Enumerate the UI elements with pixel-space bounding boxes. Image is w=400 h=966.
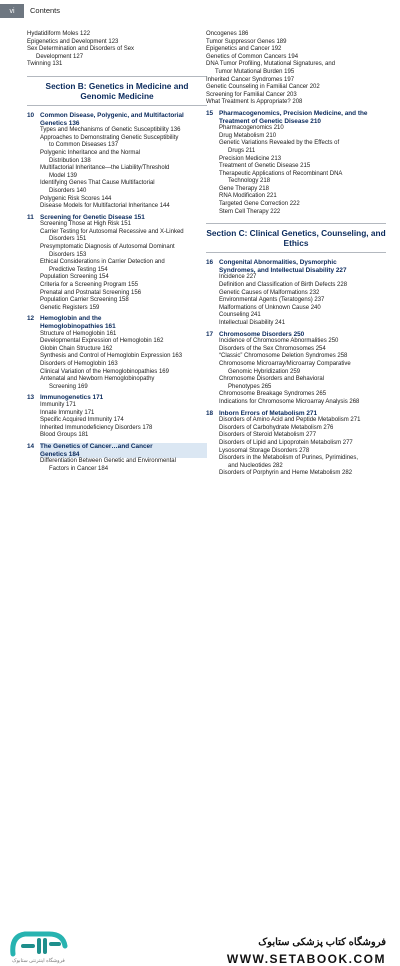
- toc-entry[interactable]: Polygenic Inheritance and the Normal: [40, 149, 141, 156]
- toc-entry[interactable]: Genetic Variations Revealed by the Effects of: [219, 140, 340, 147]
- toc-entry[interactable]: “Classic” Chromosome Deletion Syndromes 258: [219, 353, 348, 360]
- toc-entry[interactable]: Screening Those at High Risk 151: [40, 221, 131, 228]
- toc-entry[interactable]: Inherited Immunodeficiency Disorders 178: [40, 424, 153, 431]
- chapter-body: [40, 315, 207, 391]
- chapter-body: [40, 394, 207, 440]
- toc-entry[interactable]: Criteria for a Screening Program 155: [40, 282, 139, 289]
- toc-entry[interactable]: Screening for Familial Cancer 203: [206, 91, 297, 98]
- toc-entry[interactable]: Disorders 151: [49, 236, 87, 243]
- chapter-title[interactable]: [219, 110, 386, 125]
- toc-entry[interactable]: Synthesis and Control of Hemoglobin Expression 163: [40, 353, 183, 360]
- store-name: فروشگاه کتاب پزشکی ستابوک: [258, 937, 386, 948]
- toc-entry[interactable]: Distribution 138: [49, 157, 91, 164]
- toc-entry[interactable]: Intellectual Disability 241: [219, 320, 286, 326]
- chapter-title[interactable]: [219, 259, 386, 274]
- toc-entry[interactable]: Phenotypes 265: [228, 383, 272, 390]
- toc-entry[interactable]: Ethical Considerations in Carrier Detection and: [40, 259, 165, 266]
- toc-entry[interactable]: Disorders of Hemoglobin 163: [40, 360, 118, 367]
- toc-entry[interactable]: Carrier Testing for Autosomal Recessive and X-Linked: [40, 228, 184, 235]
- toc-entry[interactable]: What Treatment Is Appropriate? 208: [206, 99, 303, 106]
- toc-entry[interactable]: Targeted Gene Correction 222: [219, 201, 300, 208]
- toc-entry[interactable]: Development 127: [36, 53, 84, 60]
- chapter-body: [219, 259, 386, 327]
- toc-entry[interactable]: Disorders 140: [49, 187, 87, 194]
- chapter-title-line: Pharmacogenomics, Precision Medicine, and the: [219, 109, 368, 117]
- section-heading: [206, 223, 386, 253]
- toc-entry[interactable]: Lysosomal Storage Disorders 278: [219, 447, 310, 454]
- section-heading: [27, 76, 207, 106]
- chapter-title-line: Congenital Abnormalities, Dysmorphic: [219, 259, 337, 267]
- chapter-number: 13: [27, 394, 35, 402]
- chapter-number: 17: [206, 330, 214, 338]
- chapter-body: [219, 110, 386, 216]
- chapter-number: 11: [27, 213, 34, 221]
- toc-entry[interactable]: Definition and Classification of Birth Defects 228: [219, 282, 348, 289]
- toc-entry[interactable]: Precision Medicine 213: [219, 155, 282, 162]
- toc-entry[interactable]: Genetic Counseling in Familial Cancer 202: [206, 84, 320, 91]
- chapter-title-line: Chromosome Disorders 250: [219, 330, 305, 338]
- toc-entry[interactable]: Disorders of Amino Acid and Peptide Metabolism 271: [219, 417, 361, 424]
- toc-entry[interactable]: Gene Therapy 218: [219, 185, 269, 192]
- chapter-13: [27, 394, 207, 440]
- toc-entry[interactable]: to Common Diseases 137: [49, 142, 119, 149]
- chapter-number: 16: [206, 259, 214, 267]
- toc-entry[interactable]: Prenatal and Postnatal Screening 156: [40, 289, 142, 296]
- toc-entry[interactable]: Disease Models for Multifactorial Inheritance 144: [40, 203, 170, 210]
- chapter-title[interactable]: [219, 410, 386, 418]
- toc-entry[interactable]: Screening 169: [49, 383, 88, 390]
- toc-entry[interactable]: Population Carrier Screening 158: [40, 297, 129, 304]
- toc-entry[interactable]: Inherited Cancer Syndromes 197: [206, 76, 295, 83]
- toc-entry[interactable]: Technology 218: [228, 178, 271, 185]
- toc-entry[interactable]: Chromosome Disorders and Behavioral: [219, 376, 325, 383]
- chapter-title-line: Common Disease, Polygenic, and Multifactorial: [40, 111, 184, 119]
- toc-entry[interactable]: Genomic Hybridization 259: [228, 368, 301, 375]
- setabook-logo: [9, 928, 69, 958]
- chapter-number: 15: [206, 109, 214, 117]
- toc-entry[interactable]: Presymptomatic Diagnosis of Autosomal Dominant: [40, 244, 175, 251]
- toc-entry[interactable]: and Nucleotides 282: [228, 462, 283, 469]
- chapter-title-line: Hemoglobinopathies 161: [40, 323, 116, 330]
- toc-entry[interactable]: Chromosome Breakage Syndromes 265: [219, 391, 327, 398]
- toc-entry[interactable]: Environmental Agents (Teratogens) 237: [219, 297, 325, 304]
- toc-entry[interactable]: Factors in Cancer 184: [49, 465, 109, 472]
- chapter-body: [219, 331, 386, 407]
- chapter-title[interactable]: [40, 443, 207, 458]
- toc-entry[interactable]: Disorders of the Sex Chromosomes 254: [219, 345, 326, 352]
- toc-entry[interactable]: Approaches to Demonstrating Genetic Susceptibility: [40, 134, 179, 141]
- toc-entry[interactable]: Genetic Causes of Malformations 232: [219, 289, 320, 296]
- chapter-title[interactable]: [40, 315, 207, 330]
- toc-entry[interactable]: Specific Acquired Immunity 174: [40, 417, 124, 424]
- toc-entry[interactable]: Therapeutic Applications of Recombinant DNA: [219, 170, 343, 177]
- toc-entry[interactable]: Incidence 227: [219, 274, 257, 281]
- section-heading-line: Genomic Medicine: [80, 90, 154, 101]
- chapter-title-line: Syndromes, and Intellectual Disability 227: [219, 266, 347, 274]
- chapter-title[interactable]: [40, 112, 207, 127]
- toc-entry[interactable]: Blood Groups 181: [40, 432, 89, 439]
- toc-entry[interactable]: Antenatal and Newborn Hemoglobinopathy: [40, 376, 155, 383]
- chapter-title-line: The Genetics of Cancer…and Cancer: [40, 442, 153, 450]
- logo-tagline: فروشگاه اینترنتی ستابوک: [12, 958, 65, 964]
- toc-entry[interactable]: Malformations of Unknown Cause 240: [219, 304, 321, 311]
- toc-entry[interactable]: Chromosome Microarray/Microarray Comparative: [219, 360, 351, 367]
- toc-entry[interactable]: Genetics of Common Cancers 194: [206, 53, 299, 60]
- chapter-16: [206, 259, 386, 327]
- toc-right-column: [206, 31, 386, 478]
- page-number: vi: [0, 4, 24, 18]
- toc-entry[interactable]: Incidence of Chromosome Abnormalities 250: [219, 338, 339, 345]
- chapter-title-line: Screening for Genetic Disease 151: [40, 213, 145, 221]
- toc-entry[interactable]: Clinical Variation of the Hemoglobinopathies 169: [40, 368, 169, 375]
- chapter-title-line: Genetics 136: [40, 119, 80, 127]
- toc-entry[interactable]: Structure of Hemoglobin 161: [40, 330, 117, 337]
- toc-entry[interactable]: Differentiation Between Genetic and Environmental: [40, 458, 176, 465]
- website-url[interactable]: WWW.SETABOOK.COM: [226, 952, 386, 966]
- toc-entry[interactable]: RNA Modification 221: [219, 193, 277, 200]
- toc-entry[interactable]: Pharmacogenomics 210: [219, 125, 284, 132]
- chapter-body: [40, 112, 207, 211]
- toc-left-column: [27, 31, 207, 473]
- toc-entry[interactable]: Developmental Expression of Hemoglobin 162: [40, 338, 164, 345]
- chapter-number: 12: [27, 315, 35, 323]
- toc-entry[interactable]: Indications for Chromosome Microarray Analysis 268: [219, 398, 360, 405]
- toc-entry[interactable]: Oncogenes 186: [206, 31, 249, 37]
- chapter-title[interactable]: [219, 331, 386, 339]
- toc-entry[interactable]: Epigenetics and Cancer 192: [206, 46, 282, 53]
- toc-entry[interactable]: Sex Determination and Disorders of Sex: [27, 46, 135, 53]
- toc-entry[interactable]: Identifying Genes That Cause Multifactorial: [40, 180, 155, 187]
- toc-entry[interactable]: Epigenetics and Development 123: [27, 38, 119, 45]
- chapter-number: 18: [206, 409, 214, 417]
- toc-entry[interactable]: Multifactorial Inheritance—the Liability/Threshold: [40, 165, 170, 172]
- chapter-title[interactable]: [40, 214, 207, 222]
- toc-entry[interactable]: Drugs 211: [228, 147, 256, 154]
- toc-entry[interactable]: Treatment of Genetic Disease 215: [219, 163, 311, 170]
- chapter-17: [206, 331, 386, 407]
- toc-entry[interactable]: Globin Chain Structure 162: [40, 345, 113, 352]
- page-header: [0, 0, 400, 22]
- toc-entry[interactable]: Disorders 153: [49, 251, 87, 258]
- section-heading-line: Section B: Genetics in Medicine and: [45, 80, 189, 91]
- toc-entry[interactable]: Disorders of Carbohydrate Metabolism 276: [219, 424, 334, 431]
- watermark-footer: [0, 462, 400, 966]
- toc-entry[interactable]: Disorders in the Metabolism of Purines, Pyrimidines,: [219, 455, 359, 462]
- chapter-title-line: Immunogenetics 171: [40, 394, 104, 402]
- toc-entry[interactable]: Counseling 241: [219, 312, 261, 319]
- chapter-title-line: Inborn Errors of Metabolism 271: [219, 409, 318, 417]
- chapter-title[interactable]: [40, 394, 207, 402]
- toc-entry[interactable]: Disorders of Lipid and Lipoprotein Metabolism 277: [219, 439, 353, 446]
- chapter-title-line: Genetics 184: [40, 450, 80, 458]
- toc-entry[interactable]: Immunity 171: [40, 401, 77, 408]
- section-heading-line: Ethics: [283, 238, 309, 249]
- chapter-15: [206, 110, 386, 216]
- chapter-10: [27, 112, 207, 211]
- toc-entry[interactable]: Population Screening 154: [40, 274, 109, 281]
- toc-entry[interactable]: Genetic Registers 159: [40, 304, 100, 311]
- toc-entry[interactable]: Predictive Testing 154: [49, 266, 108, 273]
- chapter-number: 14: [27, 442, 35, 450]
- toc-entry[interactable]: Tumor Mutational Burden 195: [215, 68, 295, 75]
- chapter-11: [27, 214, 207, 313]
- toc-entry[interactable]: Types and Mechanisms of Genetic Susceptibility 136: [40, 127, 181, 134]
- toc-entry[interactable]: DNA Tumor Profiling, Mutational Signatures, and: [206, 61, 336, 68]
- toc-entry[interactable]: Innate Immunity 171: [40, 409, 95, 416]
- running-head: Contents: [30, 6, 61, 15]
- toc-entry[interactable]: Twinning 131: [27, 61, 63, 68]
- chapter-12: [27, 315, 207, 391]
- toc-entry[interactable]: Disorders of Porphyrin and Heme Metabolism 282: [219, 470, 353, 477]
- toc-entry[interactable]: Tumor Suppressor Genes 189: [206, 38, 287, 45]
- toc-entry[interactable]: Disorders of Steroid Metabolism 277: [219, 432, 317, 439]
- toc-entry[interactable]: Drug Metabolism 210: [219, 132, 277, 139]
- toc-entry[interactable]: Hydatidiform Moles 122: [27, 31, 91, 37]
- toc-entry[interactable]: Model 139: [49, 172, 78, 179]
- toc-entry[interactable]: Polygenic Risk Scores 144: [40, 195, 112, 202]
- chapter-number: 10: [27, 111, 35, 119]
- chapter-body: [40, 214, 207, 313]
- chapter-title-line: Hemoglobin and the: [40, 315, 102, 323]
- toc-entry[interactable]: Stem Cell Therapy 222: [219, 208, 281, 215]
- section-heading-line: Section C: Clinical Genetics, Counseling, and: [206, 228, 386, 239]
- chapter-title-line: Treatment of Genetic Disease 210: [219, 117, 321, 125]
